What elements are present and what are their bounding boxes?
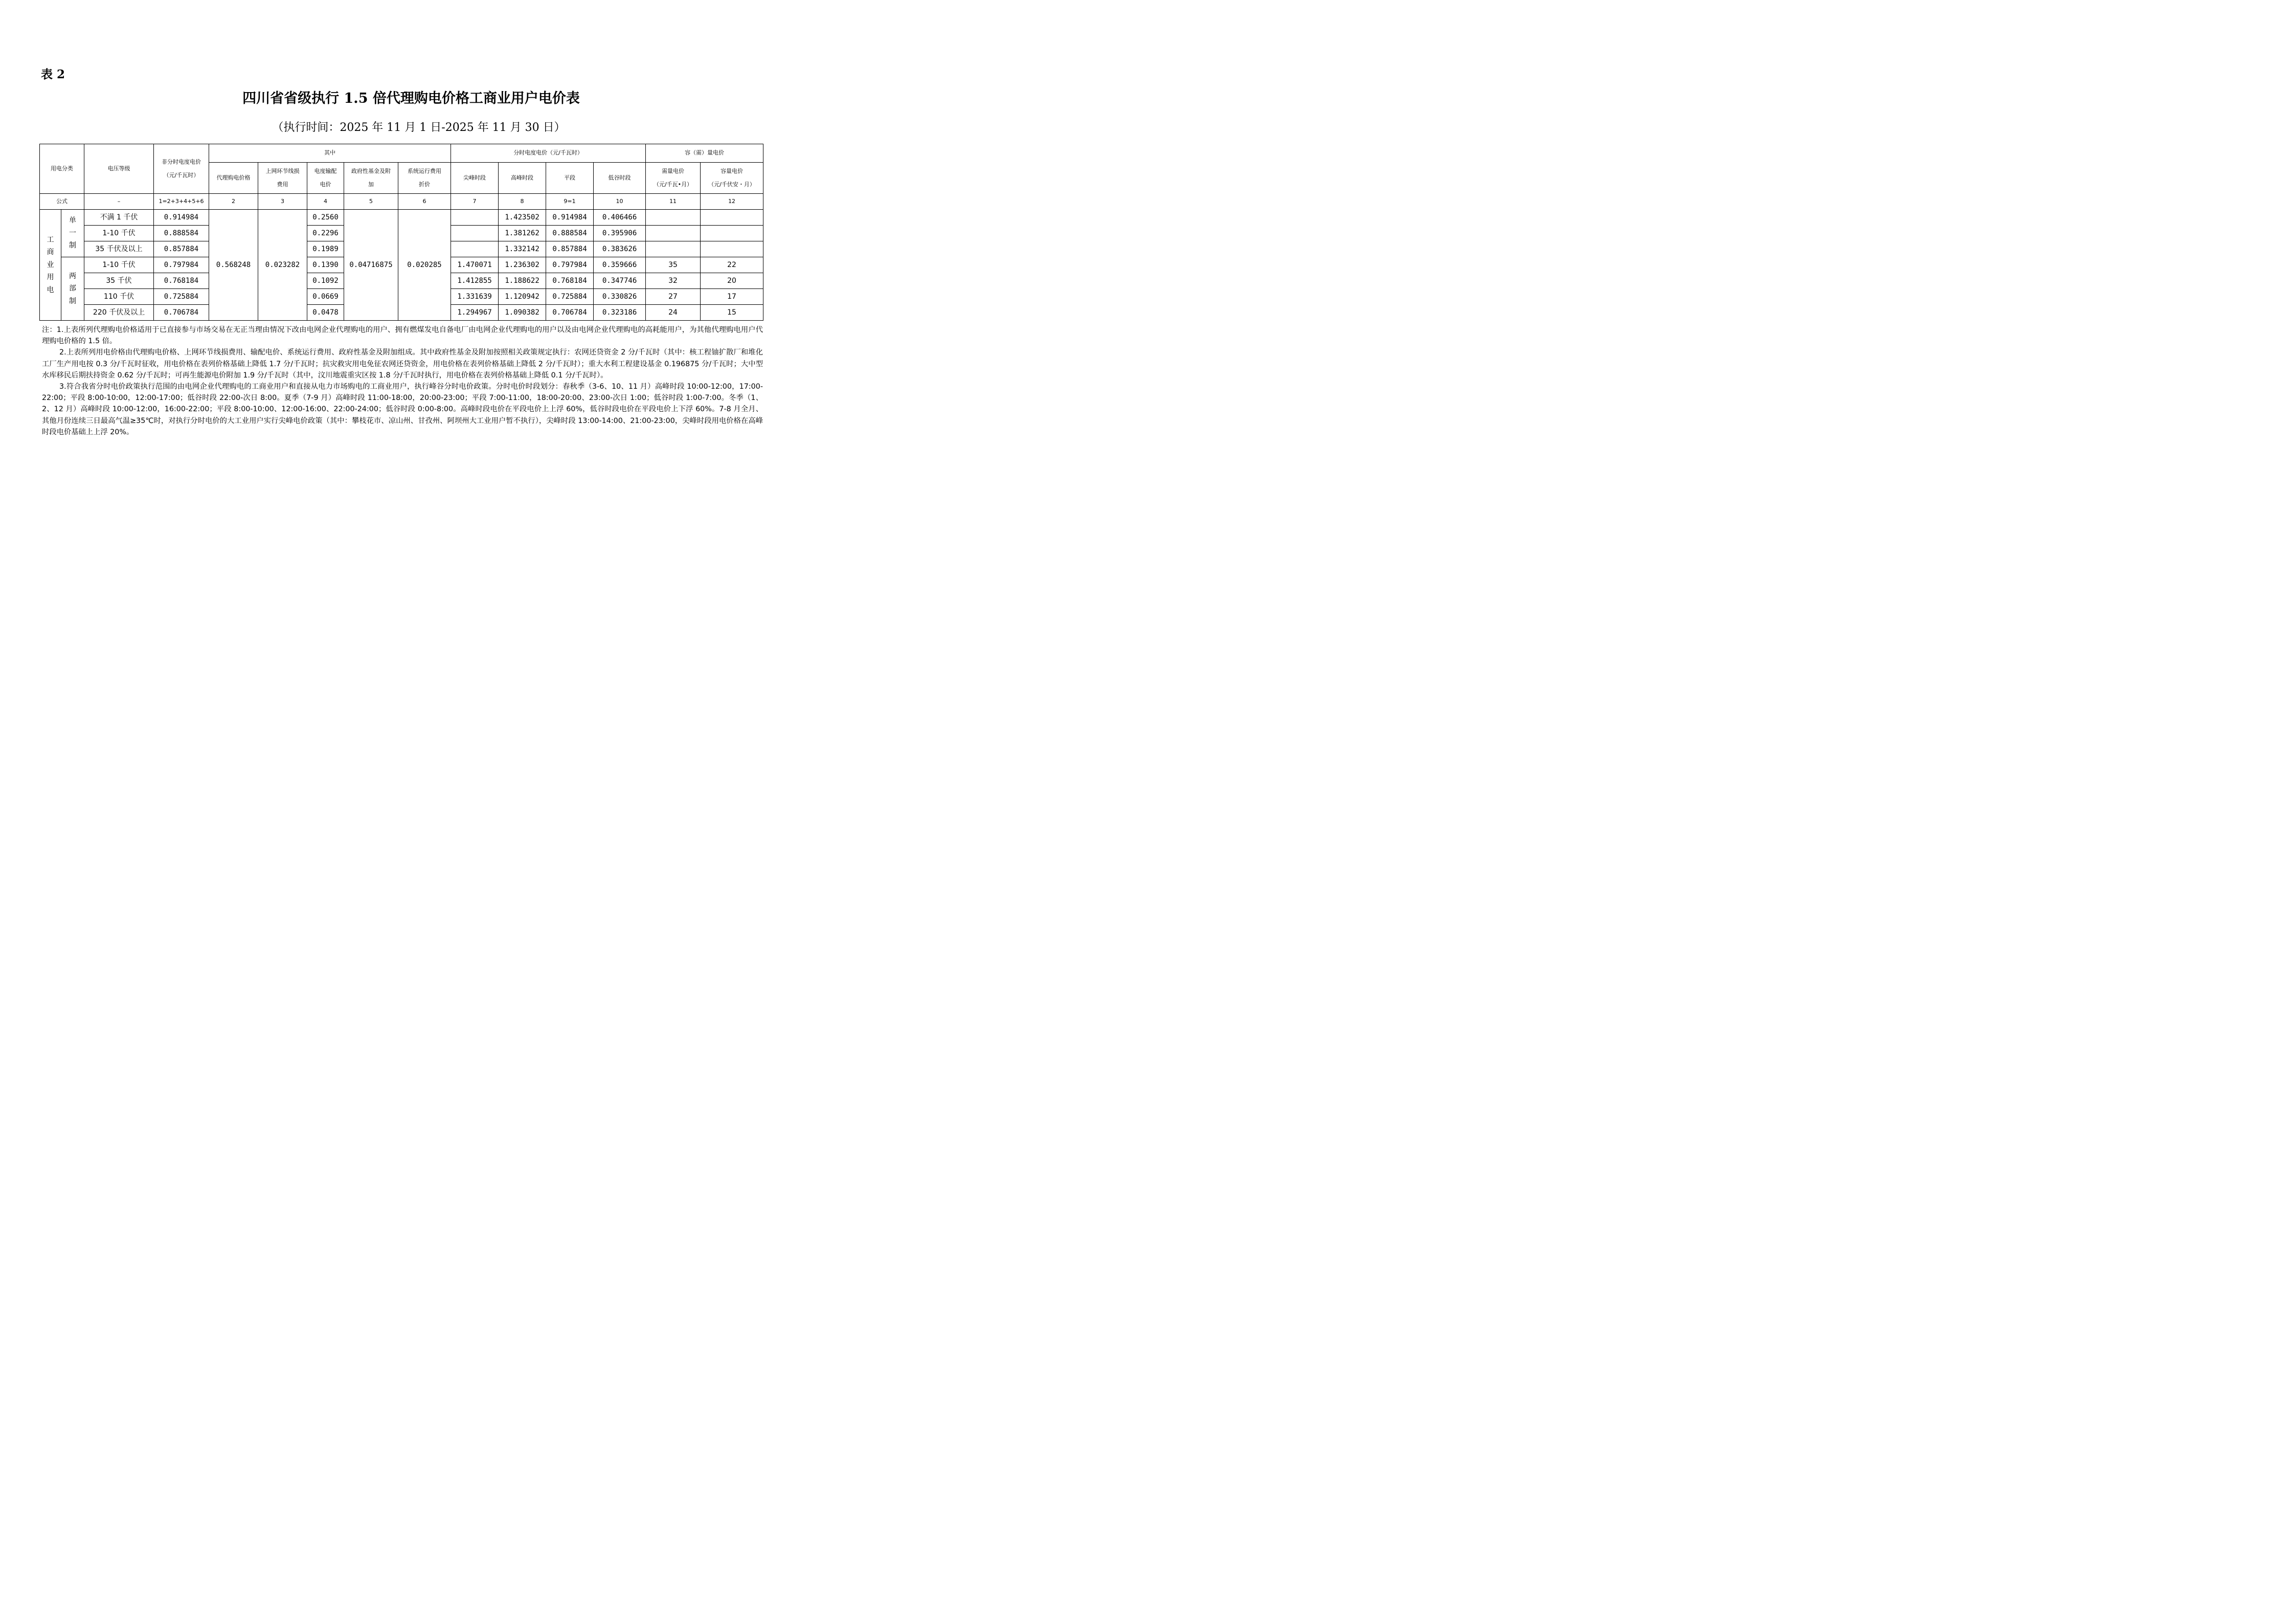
- nontou-cell: 0.888584: [154, 226, 209, 241]
- valley-cell: 0.330826: [594, 289, 646, 305]
- header-demand-line1: 需量电价: [662, 167, 685, 174]
- voltage-cell: 35 千伏: [84, 273, 154, 289]
- formula-cell: 4: [307, 194, 344, 210]
- header-tou-group: 分时电度电价（元/千瓦时）: [451, 144, 646, 163]
- header-nontou-line2: （元/千瓦时）: [163, 172, 199, 179]
- category-commercial-label: 工商业用电: [47, 235, 54, 294]
- category-single-label: 单一制: [69, 216, 76, 250]
- header-system-cost: [398, 163, 451, 194]
- voltage-cell: 220 千伏及以上: [84, 305, 154, 321]
- capacity-cell: [701, 210, 763, 226]
- sharp-cell: 1.331639: [451, 289, 499, 305]
- header-row-1: [40, 144, 763, 163]
- formula-cell: 5: [344, 194, 398, 210]
- agency-price-cell: 0.568248: [209, 210, 258, 321]
- header-of-which: 其中: [209, 144, 451, 163]
- header-transmission: [307, 163, 344, 194]
- formula-cell: 公式: [40, 194, 84, 210]
- header-capacity-group: 容（需）量电价: [646, 144, 763, 163]
- capacity-cell: [701, 241, 763, 257]
- system-cost-cell: 0.020285: [398, 210, 451, 321]
- flat-cell: 0.914984: [546, 210, 594, 226]
- transmission-cell: 0.1092: [307, 273, 344, 289]
- valley-cell: 0.395906: [594, 226, 646, 241]
- header-cap-line2: （元/千伏安・月）: [708, 181, 755, 188]
- formula-cell: 7: [451, 194, 499, 210]
- header-voltage: 电压等级: [84, 144, 154, 194]
- header-tou-flat: 平段: [546, 163, 594, 194]
- capacity-cell: [701, 226, 763, 241]
- loss-fee-cell: 0.023282: [258, 210, 307, 321]
- category-single: [61, 210, 84, 257]
- demand-cell: 27: [646, 289, 701, 305]
- capacity-cell: 15: [701, 305, 763, 321]
- page-title: 四川省省级执行 1.5 倍代理购电价格工商业用户电价表: [242, 91, 580, 106]
- header-demand: [646, 163, 701, 194]
- formula-cell: 9=1: [546, 194, 594, 210]
- header-gov-line1: 政府性基金及附: [351, 167, 391, 174]
- nontou-cell: 0.797984: [154, 257, 209, 273]
- voltage-cell: 110 千伏: [84, 289, 154, 305]
- voltage-cell: 35 千伏及以上: [84, 241, 154, 257]
- formula-cell: –: [84, 194, 154, 210]
- formula-cell: 11: [646, 194, 701, 210]
- header-gov-fund: [344, 163, 398, 194]
- note-2: 2.上表所列用电价格由代理购电价格、上网环节线损费用、输配电价、系统运行费用、政府性基金及附加组成。其中政府性基金及附加按照相关政策规定执行：农网还贷资金 2 分/千瓦时（其中：核工程铀扩散厂和堆化工厂生产用电按 0.3 分/千瓦时征收，用电价格在表列价格基础上降低 1.7 分/千瓦时；抗灾救灾用电免征农网还贷资金，用电价格在表列价格基础上降低 2 分/千瓦时）；重大水利工程建设基金 0.196875 分/千瓦时；大中型水库移民后期扶持资金 0.62 分/千瓦时；可再生能源电价附加 1.9 分/千瓦时（其中，汶川地震重灾区按 1.8 分/千瓦时执行，用电价格在表列价格基础上降低 0.1 分/千瓦时）。: [42, 348, 763, 380]
- formula-cell: 12: [701, 194, 763, 210]
- demand-cell: [646, 210, 701, 226]
- page-subtitle: （执行时间：2025 年 11 月 1 日-2025 年 11 月 30 日）: [272, 121, 566, 134]
- valley-cell: 0.347746: [594, 273, 646, 289]
- header-agency: 代理购电价格: [209, 163, 258, 194]
- header-loss: [258, 163, 307, 194]
- nontou-cell: 0.768184: [154, 273, 209, 289]
- peak-cell: 1.381262: [499, 226, 546, 241]
- transmission-cell: 0.0669: [307, 289, 344, 305]
- header-cap-line1: 容量电价: [721, 167, 744, 174]
- capacity-cell: 17: [701, 289, 763, 305]
- demand-cell: [646, 226, 701, 241]
- transmission-cell: 0.1989: [307, 241, 344, 257]
- nontou-cell: 0.706784: [154, 305, 209, 321]
- valley-cell: 0.359666: [594, 257, 646, 273]
- flat-cell: 0.797984: [546, 257, 594, 273]
- header-trans-line2: 电价: [320, 181, 331, 188]
- category-two-part-label: 两部制: [69, 272, 76, 305]
- capacity-cell: 22: [701, 257, 763, 273]
- sharp-cell: [451, 226, 499, 241]
- nontou-cell: 0.914984: [154, 210, 209, 226]
- formula-cell: 6: [398, 194, 451, 210]
- note-3: 3.符合我省分时电价政策执行范围的由电网企业代理购电的工商业用户和直接从电力市场购电的工商业用户，执行峰谷分时电价政策。分时电价时段划分：春秋季（3-6、10、11 月）高峰时段 10:00-12:00，17:00-22:00；平段 8:00-10:00，12:00-17:00；低谷时段 22:00-次日 8:00。夏季（7-9 月）高峰时段 11:00-18:00，20:00-23:00；平段 7:00-11:00，18:00-20:00、23:00-次日 1:00；低谷时段 1:00-7:00。冬季（1、2、12 月）高峰时段 10:00-12:00，16:00-22:00；平段 8:00-10:00、12:00-16:00、22:00-24:00；低谷时段 0:00-8:00。高峰时段电价在平段电价上上浮 60%，低谷时段电价在平段电价上下浮 60%。7-8 月全月、其他月份连续三日最高气温≥35℃时，对执行分时电价的大工业用户实行尖峰电价政策（其中：攀枝花市、凉山州、甘孜州、阿坝州大工业用户暂不执行），尖峰时段 13:00-14:00、21:00-23:00，尖峰时段用电价格在高峰时段电价基础上上浮 20%。: [42, 383, 763, 436]
- sharp-cell: [451, 241, 499, 257]
- demand-cell: [646, 241, 701, 257]
- nontou-cell: 0.857884: [154, 241, 209, 257]
- valley-cell: 0.406466: [594, 210, 646, 226]
- voltage-cell: 1-10 千伏: [84, 226, 154, 241]
- demand-cell: 32: [646, 273, 701, 289]
- table-row: [40, 210, 763, 226]
- header-tou-sharp: 尖峰时段: [451, 163, 499, 194]
- header-sys-line2: 折价: [419, 181, 431, 188]
- voltage-cell: 不满 1 千伏: [84, 210, 154, 226]
- formula-cell: 3: [258, 194, 307, 210]
- formula-row: [40, 194, 763, 210]
- header-loss-line1: 上网环节线损: [265, 167, 300, 174]
- header-gov-line2: 加: [368, 181, 374, 188]
- flat-cell: 0.768184: [546, 273, 594, 289]
- flat-cell: 0.857884: [546, 241, 594, 257]
- transmission-cell: 0.1390: [307, 257, 344, 273]
- header-loss-line2: 费用: [277, 181, 288, 188]
- header-sys-line1: 系统运行费用: [408, 167, 442, 174]
- flat-cell: 0.706784: [546, 305, 594, 321]
- category-commercial: [40, 210, 61, 321]
- peak-cell: 1.188622: [499, 273, 546, 289]
- header-capacity: [701, 163, 763, 194]
- table-label: 表 2: [41, 68, 65, 81]
- demand-cell: 24: [646, 305, 701, 321]
- gov-fund-cell: 0.04716875: [344, 210, 398, 321]
- peak-cell: 1.090382: [499, 305, 546, 321]
- demand-cell: 35: [646, 257, 701, 273]
- header-trans-line1: 电度输配: [314, 167, 337, 174]
- formula-cell: 8: [499, 194, 546, 210]
- sharp-cell: 1.412855: [451, 273, 499, 289]
- nontou-cell: 0.725884: [154, 289, 209, 305]
- peak-cell: 1.423502: [499, 210, 546, 226]
- peak-cell: 1.120942: [499, 289, 546, 305]
- notes-section: [42, 324, 763, 438]
- sharp-cell: 1.294967: [451, 305, 499, 321]
- header-category: 用电分类: [40, 144, 84, 194]
- category-two-part: [61, 257, 84, 321]
- capacity-cell: 20: [701, 273, 763, 289]
- sharp-cell: 1.470071: [451, 257, 499, 273]
- price-table: [39, 144, 763, 321]
- formula-cell: 10: [594, 194, 646, 210]
- header-tou-valley: 低谷时段: [594, 163, 646, 194]
- transmission-cell: 0.2560: [307, 210, 344, 226]
- voltage-cell: 1-10 千伏: [84, 257, 154, 273]
- peak-cell: 1.236302: [499, 257, 546, 273]
- sharp-cell: [451, 210, 499, 226]
- header-demand-line2: （元/千瓦•月）: [653, 181, 693, 188]
- formula-cell: 1=2+3+4+5+6: [154, 194, 209, 210]
- transmission-cell: 0.0478: [307, 305, 344, 321]
- header-tou-peak: 高峰时段: [499, 163, 546, 194]
- valley-cell: 0.323186: [594, 305, 646, 321]
- valley-cell: 0.383626: [594, 241, 646, 257]
- flat-cell: 0.725884: [546, 289, 594, 305]
- header-nontou: [154, 144, 209, 194]
- peak-cell: 1.332142: [499, 241, 546, 257]
- flat-cell: 0.888584: [546, 226, 594, 241]
- note-1: 注：1.上表所列代理购电价格适用于已直接参与市场交易在无正当理由情况下改由电网企业代理购电的用户、拥有燃煤发电自备电厂由电网企业代理购电的用户以及由电网企业代理购电的高耗能用户，为其他代理购电用户代理购电价格的 1.5 倍。: [42, 326, 763, 346]
- formula-cell: 2: [209, 194, 258, 210]
- header-nontou-line1: 非分时电度电价: [162, 158, 201, 165]
- transmission-cell: 0.2296: [307, 226, 344, 241]
